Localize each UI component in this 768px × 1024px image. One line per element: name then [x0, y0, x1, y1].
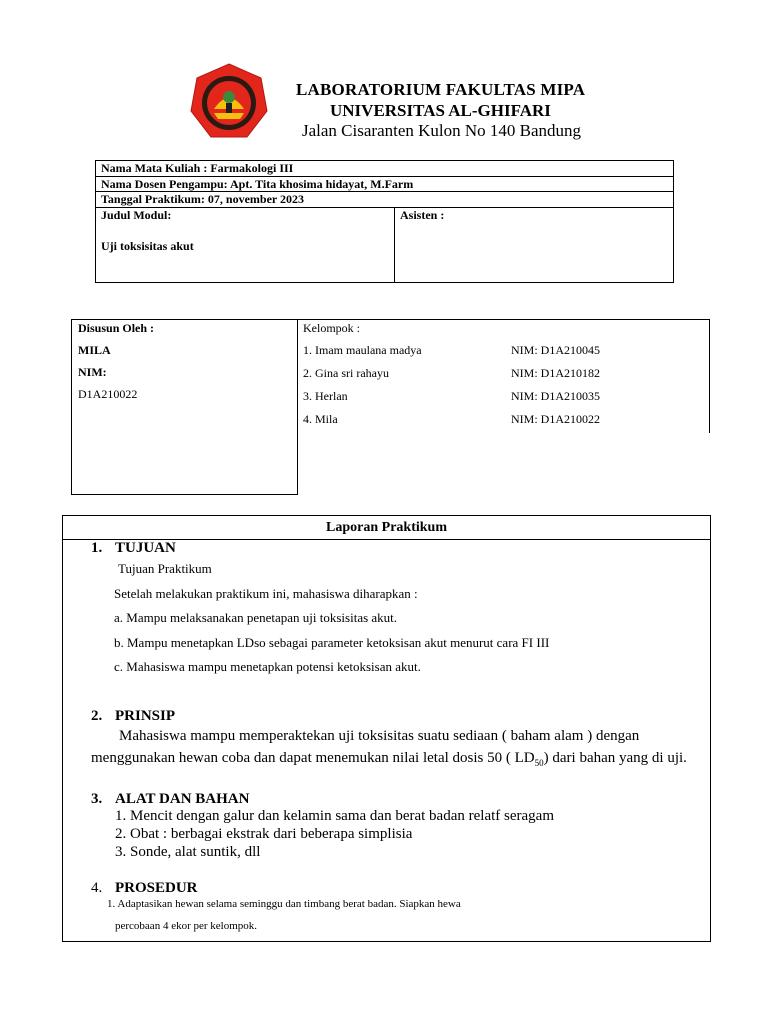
- author-name: MILA: [78, 343, 111, 357]
- section-1-number: 1.: [91, 540, 103, 556]
- course-info-table: [95, 160, 674, 283]
- member-nim: NIM: D1A210035: [511, 389, 600, 403]
- materials-item: 1. Mencit dengan galur dan kelamin sama dan berat badan relatf seragam: [115, 808, 554, 824]
- author-nim-label: NIM:: [78, 365, 107, 379]
- section-1-subtitle: Tujuan Praktikum: [118, 561, 212, 576]
- university-name: UNIVERSITAS AL-GHIFARI: [330, 101, 551, 120]
- principle-line-2-text: menggunakan hewan coba dan dapat menemukan nilai letal dosis 50 ( LD: [91, 750, 535, 766]
- date-row: Tanggal Praktikum: 07, november 2023: [96, 192, 673, 208]
- ld-subscript: 50: [534, 758, 544, 768]
- report-title: Laporan Praktikum: [63, 516, 710, 540]
- materials-item: 3. Sonde, alat suntik, dll: [115, 844, 261, 860]
- lab-title: LABORATORIUM FAKULTAS MIPA: [296, 80, 586, 99]
- author-nim-value: D1A210022: [78, 387, 138, 401]
- procedure-line-2: percobaan 4 ekor per kelompok.: [115, 920, 258, 932]
- assistant-cell: [395, 208, 673, 282]
- member-nim: NIM: D1A210182: [511, 366, 600, 380]
- section-1-heading: TUJUAN: [115, 540, 176, 556]
- group-box: [297, 319, 710, 433]
- objective-item: c. Mahasiswa mampu menetapkan potensi ketoksisan akut.: [114, 659, 421, 674]
- objective-item: b. Mampu menetapkan LDso sebagai parameter ketoksisan akut menurut cara FI III: [114, 635, 550, 650]
- assistant-label: Asisten :: [400, 208, 445, 222]
- lecturer-row: Nama Dosen Pengampu: Apt. Tita khosima hidayat, M.Farm: [96, 177, 673, 192]
- member-nim: NIM: D1A210045: [511, 343, 600, 357]
- principle-line-2: [91, 750, 687, 768]
- section-3-heading: ALAT DAN BAHAN: [115, 791, 250, 807]
- section-2-number: 2.: [91, 708, 103, 724]
- section-3-number: 3.: [91, 791, 103, 807]
- procedure-line-1: 1. Adaptasikan hewan selama seminggu dan timbang berat badan. Siapkan hewa: [107, 898, 461, 910]
- module-label: Judul Modul:: [101, 208, 172, 222]
- materials-item: 2. Obat : berbagai ekstrak dari beberapa simplisia: [115, 826, 413, 842]
- university-logo: [190, 63, 268, 141]
- member-nim: NIM: D1A210022: [511, 412, 600, 426]
- module-cell: [96, 208, 395, 282]
- section-4-heading: PROSEDUR: [115, 880, 198, 896]
- member-name: 3. Herlan: [303, 389, 348, 403]
- course-name-row: Nama Mata Kuliah : Farmakologi III: [96, 161, 673, 177]
- member-name: 1. Imam maulana madya: [303, 343, 422, 357]
- objective-item: a. Mampu melaksanakan penetapan uji toksisitas akut.: [114, 610, 398, 625]
- section-4-number: 4.: [91, 880, 103, 896]
- author-box: [71, 319, 298, 495]
- report-box: [62, 515, 711, 942]
- module-value: Uji toksisitas akut: [101, 239, 194, 253]
- address: Jalan Cisaranten Kulon No 140 Bandung: [302, 121, 582, 140]
- principle-line-1: Mahasiswa mampu memperaktekan uji toksisitas suatu sediaan ( baham alam ) dengan: [119, 728, 640, 744]
- author-label: Disusun Oleh :: [78, 321, 155, 335]
- member-name: 2. Gina sri rahayu: [303, 366, 389, 380]
- group-label: Kelompok :: [303, 321, 360, 335]
- member-name: 4. Mila: [303, 412, 338, 426]
- section-1-intro: Setelah melakukan praktikum ini, mahasiswa diharapkan :: [114, 586, 418, 601]
- section-2-heading: PRINSIP: [115, 708, 176, 724]
- principle-line-2-end: ) dari bahan yang di uji.: [543, 750, 687, 766]
